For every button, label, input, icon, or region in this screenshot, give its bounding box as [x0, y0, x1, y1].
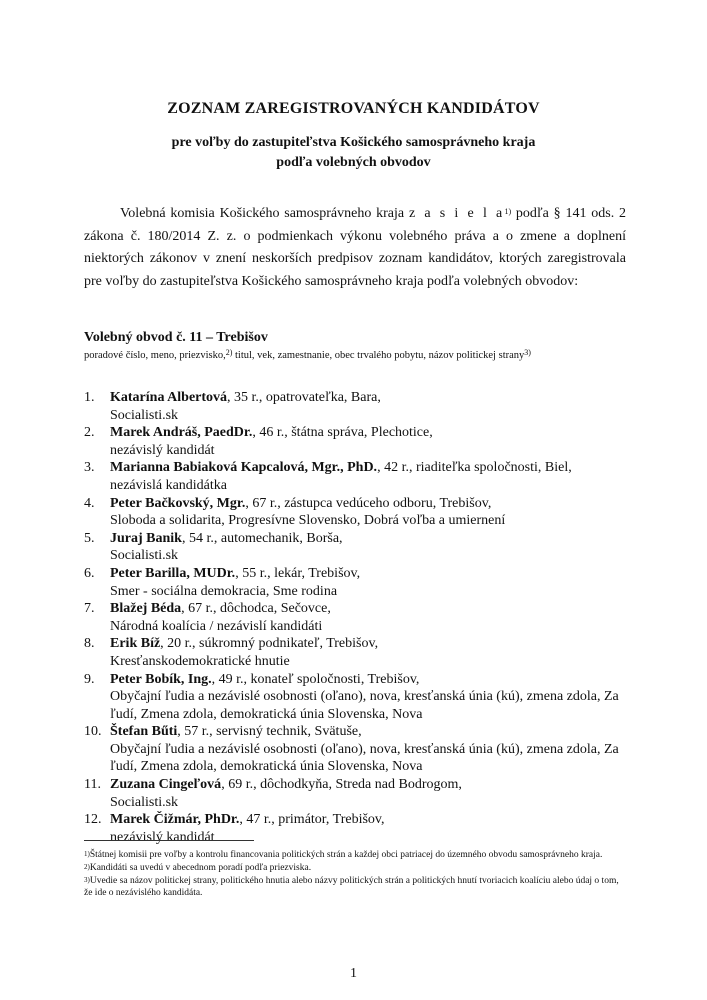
candidate-details: , 67 r., dôchodca, Sečovce, [181, 601, 331, 617]
candidate-party: Národná koalícia / nezávislí kandidáti [110, 618, 323, 634]
candidate-details: , 42 r., riaditeľka spoločnosti, Biel, [377, 460, 572, 476]
candidate-number: 1. [84, 390, 95, 405]
footnote-3 [84, 875, 624, 901]
footnote-text: Uvedie sa názov politickej strany, politického hnutia alebo názvy politických strán a politických hnutí tvoriacich koalíciu alebo údaj o tom, že ide o nezávislého kandidáta. [84, 875, 619, 899]
candidate-number: 5. [84, 530, 95, 546]
candidate-item [84, 776, 644, 811]
candidate-party: Kresťanskodemokratické hnutie [110, 653, 290, 669]
document-subtitle-line2: podľa volebných obvodov [276, 155, 431, 170]
candidate-name: Katarína Albertová [110, 390, 228, 405]
legend-text-a: poradové číslo, meno, priezvisko, [84, 350, 226, 361]
candidate-party: Socialisti.sk [110, 548, 179, 564]
candidate-details: , 54 r., automechanik, Borša, [181, 530, 343, 546]
document-subtitle-line1: pre voľby do zastupiteľstva Košického samosprávneho kraja [171, 135, 536, 150]
district-legend [84, 350, 644, 361]
candidate-item [84, 635, 644, 670]
candidate-details: , 47 r., primátor, Trebišov, [239, 812, 385, 828]
candidate-name: Marek Andráš, PaedDr. [110, 425, 253, 441]
intro-spaced-word: z a s i e l a [408, 206, 505, 221]
candidate-details: , 20 r., súkromný podnikateľ, Trebišov, [160, 636, 379, 652]
candidate-name: Blažej Béda [110, 601, 182, 617]
footnote-2 [84, 862, 624, 875]
candidate-party: Obyčajní ľudia a nezávislé osobnosti (oľano), nova, kresťanská únia (kú), zmena zdola, Za ľudí, Zmena zdola, demokratická únia Slovenska, Nova [110, 689, 619, 722]
candidate-details: , 49 r., konateľ spoločnosti, Trebišov, [211, 671, 420, 687]
candidate-details: , 35 r., opatrovateľka, Bara, [227, 390, 381, 405]
candidate-name: Peter Barilla, MUDr. [110, 565, 236, 581]
candidate-number: 10. [84, 724, 102, 740]
intro-text-start: Volebná komisia Košického samosprávneho kraja [120, 206, 405, 221]
candidate-name: Štefan Bűti [110, 724, 178, 740]
candidate-item [84, 389, 644, 424]
page-number: 1 [350, 966, 357, 981]
candidate-name: Peter Bobík, Ing. [110, 671, 212, 687]
candidate-party: nezávislý kandidát [110, 442, 215, 458]
candidate-number: 7. [84, 601, 95, 617]
candidate-item [84, 530, 644, 565]
candidate-item [84, 811, 644, 846]
footnote-mark: 3) [84, 875, 90, 884]
candidate-item [84, 424, 644, 459]
footnotes [84, 849, 624, 900]
candidate-number: 12. [84, 812, 102, 828]
footnote-mark: 2) [84, 862, 90, 871]
candidate-list [84, 389, 644, 846]
footnote-1 [84, 849, 624, 862]
legend-text-b: titul, vek, zamestnanie, obec trvalého pobytu, názov politickej strany [232, 350, 525, 361]
candidate-party: Obyčajní ľudia a nezávislé osobnosti (oľano), nova, kresťanská únia (kú), zmena zdola, Za ľudí, Zmena zdola, demokratická únia Slovenska, Nova [110, 741, 619, 775]
candidate-party: nezávislá kandidátka [110, 477, 228, 493]
candidate-number: 8. [84, 636, 95, 652]
footnote-ref-3: 3) [524, 348, 531, 357]
candidate-details: , 69 r., dôchodkyňa, Streda nad Bodrogom, [221, 777, 462, 793]
document-title: ZOZNAM ZAREGISTROVANÝCH KANDIDÁTOV [167, 100, 540, 117]
intro-text-end: podľa § 141 ods. 2 zákona č. 180/2014 Z. z. o podmienkach výkonu volebného práva a o zmene a doplnení niektorých zákonov v znení neskorších predpisov zoznam kandidátov, ktorých zaregistrovala pre voľby do zastupiteľstva Košického samosprávneho kraja podľa volebných obvodov: [84, 206, 626, 289]
candidate-name: Marek Čižmár, PhDr. [110, 812, 240, 828]
candidate-number: 9. [84, 671, 95, 687]
candidate-item [84, 600, 644, 635]
candidate-party: nezávislý kandidát [110, 829, 215, 845]
footnote-mark: 1) [84, 850, 90, 858]
candidate-party: Sloboda a solidarita, Progresívne Slovensko, Dobrá voľba a umiernení [110, 513, 506, 529]
candidate-name: Juraj Banik [110, 530, 182, 546]
footnote-text: Štátnej komisii pre voľby a kontrolu financovania politických strán a každej obci patriacej do územného obvodu samosprávneho kraja. [89, 850, 603, 860]
candidate-details: , 57 r., servisný technik, Svätuše, [177, 724, 362, 740]
district-heading: Volebný obvod č. 11 – Trebišov [84, 330, 268, 345]
candidate-party: Socialisti.sk [110, 407, 179, 423]
candidate-item [84, 459, 644, 494]
candidate-name: Marianna Babiaková Kapcalová, Mgr., PhD. [110, 460, 378, 476]
candidate-number: 6. [84, 565, 95, 581]
candidate-number: 4. [84, 495, 95, 511]
footnote-divider [84, 840, 254, 841]
candidate-item [84, 495, 644, 530]
candidate-item [84, 671, 644, 724]
candidate-number: 2. [84, 425, 95, 441]
candidate-details: , 55 r., lekár, Trebišov, [235, 565, 361, 581]
candidate-party: Socialisti.sk [110, 794, 179, 810]
footnote-ref-2: 2) [225, 348, 233, 357]
candidate-details: , 67 r., zástupca vedúceho odboru, Trebišov, [245, 495, 492, 511]
footnote-text: Kandidáti sa uvedú v abecednom poradí podľa priezviska. [89, 862, 312, 873]
intro-paragraph [84, 203, 626, 293]
candidate-name: Zuzana Cingeľová [110, 777, 222, 793]
candidate-item [84, 565, 644, 600]
candidate-name: Erik Bíž [110, 636, 161, 652]
candidate-name: Peter Bačkovský, Mgr. [110, 495, 246, 511]
candidate-item [84, 723, 644, 776]
footnote-ref-1: 1) [504, 207, 512, 216]
candidate-number: 3. [84, 460, 95, 476]
candidate-party: Smer - sociálna demokracia, Sme rodina [110, 583, 338, 599]
candidate-details: , 46 r., štátna správa, Plechotice, [252, 425, 433, 441]
candidate-number: 11. [84, 777, 101, 793]
